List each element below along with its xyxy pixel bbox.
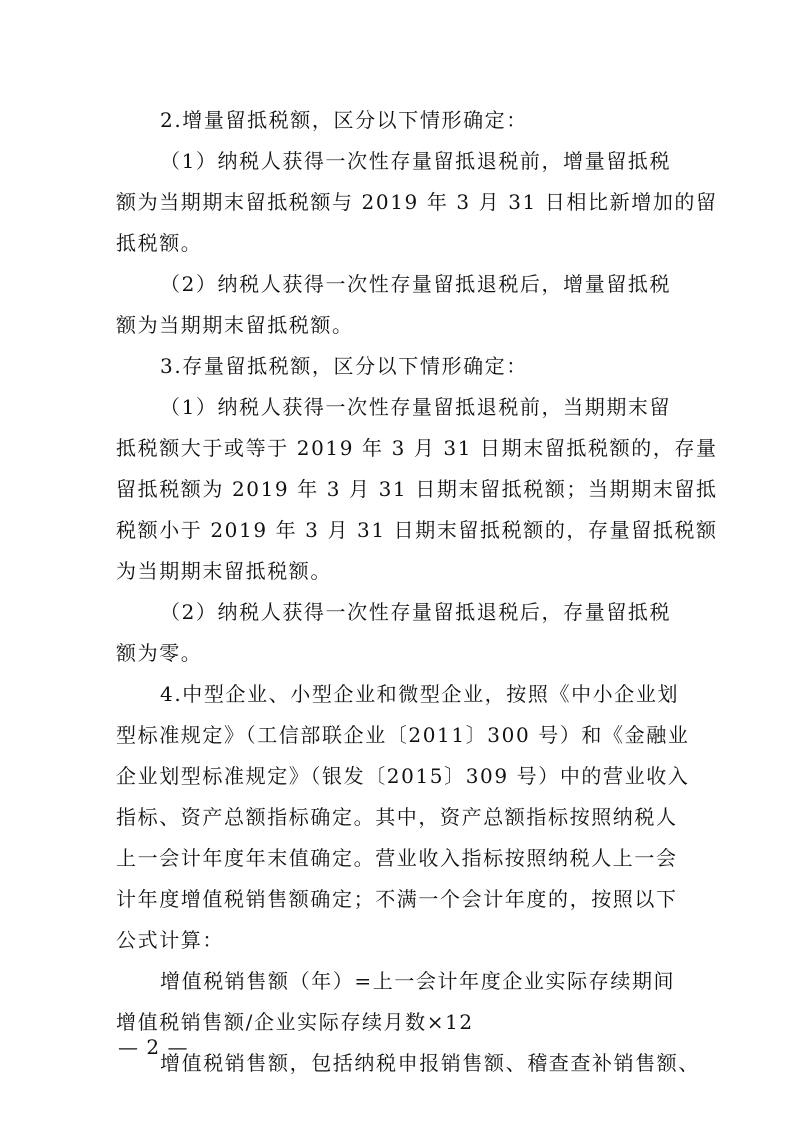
text-line: 指标、资产总额指标确定。其中，资产总额指标按照纳税人 (116, 805, 678, 829)
text-line: （2）纳税人获得一次性存量留抵退税后，存量留抵税 (160, 600, 672, 624)
text-line: 税额小于 2019 年 3 月 31 日期末留抵税额的，存量留抵税额 (116, 518, 718, 542)
paragraph-3-1 (116, 387, 718, 592)
paragraph-2-2 (116, 264, 676, 346)
text-line: （2）纳税人获得一次性存量留抵退税后，增量留抵税 (160, 272, 672, 296)
paragraph-3-2 (116, 592, 676, 674)
text-line: 留抵税额为 2019 年 3 月 31 日期末留抵税额；当期期末留抵 (116, 477, 718, 501)
text-line: 为当期期末留抵税额。 (116, 559, 332, 583)
text-line: 计年度增值税销售额确定；不满一个会计年度的，按照以下 (116, 887, 678, 911)
paragraph-4-enterprise-size (116, 674, 690, 961)
text-line: 3.存量留抵税额，区分以下情形确定： (160, 354, 528, 378)
paragraph-2-1 (116, 141, 718, 264)
text-line: 抵税额大于或等于 2019 年 3 月 31 日期末留抵税额的，存量 (116, 436, 718, 460)
page-number: — 2 — (118, 1035, 189, 1059)
text-line: 型标准规定》（工信部联企业〔2011〕300 号）和《金融业 (116, 723, 690, 747)
paragraph-2-increment-credit (116, 100, 676, 141)
text-line: 上一会计年度年末值确定。营业收入指标按照纳税人上一会 (116, 846, 678, 870)
text-line: 额为当期期末留抵税额与 2019 年 3 月 31 日相比新增加的留 (116, 190, 718, 214)
text-line: 4.中型企业、小型企业和微型企业，按照《中小企业划 (160, 682, 680, 706)
text-line: 增值税销售额/企业实际存续月数×12 (116, 1010, 474, 1034)
text-line: 增值税销售额，包括纳税申报销售额、稽查查补销售额、 (160, 1051, 700, 1075)
text-line: （1）纳税人获得一次性存量留抵退税前，增量留抵税 (160, 149, 672, 173)
text-line: 企业划型标准规定》（银发〔2015〕309 号）中的营业收入 (116, 764, 690, 788)
text-line: 公式计算： (116, 928, 224, 952)
body-text (116, 100, 718, 1084)
text-line: 抵税额。 (116, 231, 203, 255)
text-line: 额为零。 (116, 641, 203, 665)
paragraph-formula (116, 961, 676, 1043)
text-line: 额为当期期末留抵税额。 (116, 313, 354, 337)
paragraph-3-stock-credit (116, 346, 676, 387)
text-line: 2.增量留抵税额，区分以下情形确定： (160, 108, 528, 132)
paragraph-sales-definition (116, 1043, 700, 1084)
text-line: 增值税销售额（年）=上一会计年度企业实际存续期间 (160, 969, 676, 993)
text-line: （1）纳税人获得一次性存量留抵退税前，当期期末留 (160, 395, 672, 419)
